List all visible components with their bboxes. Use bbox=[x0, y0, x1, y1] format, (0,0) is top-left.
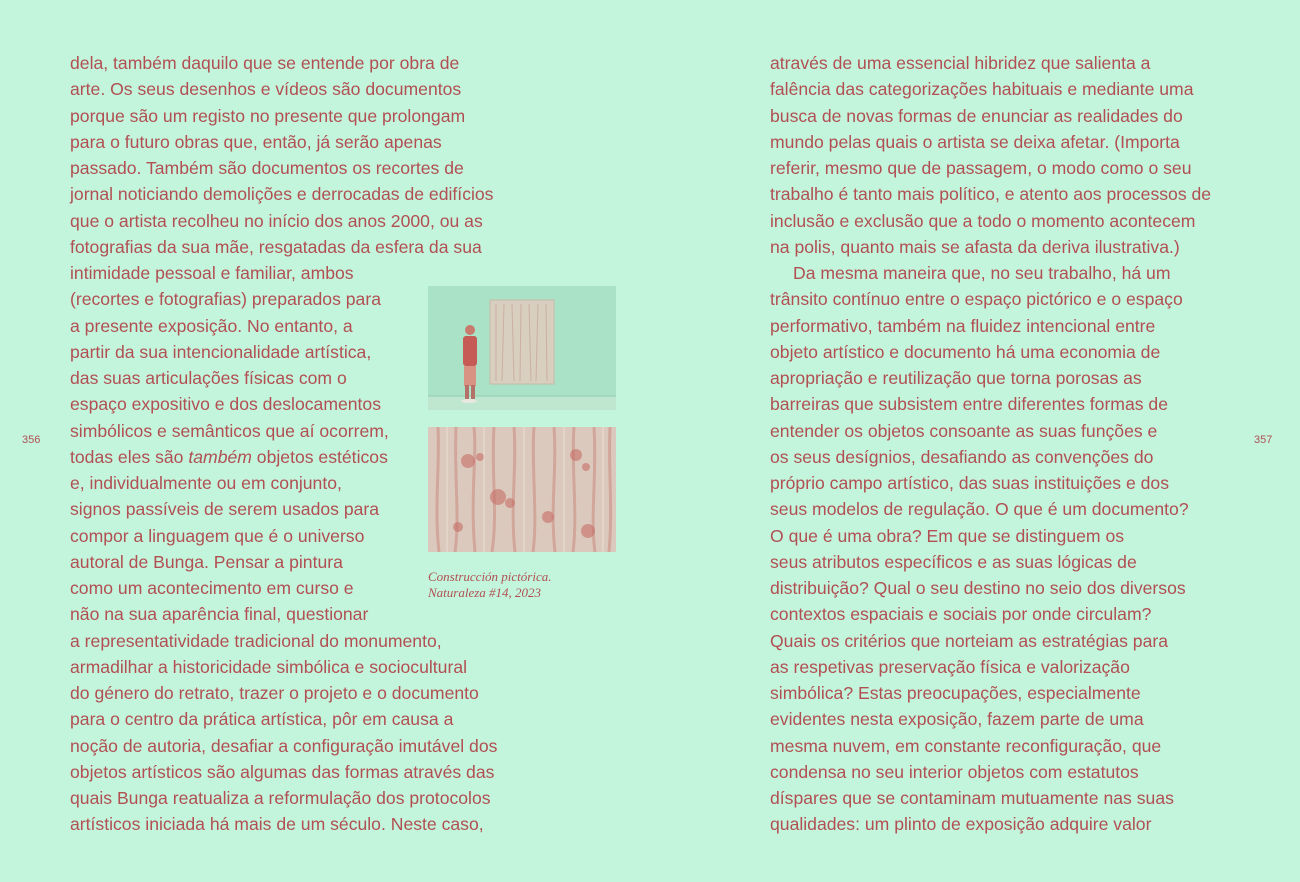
text-line: a presente exposição. No entanto, a bbox=[70, 315, 353, 336]
text-line: evidentes nesta exposição, fazem parte de uma bbox=[770, 709, 1144, 730]
text-line: do género do retrato, trazer o projeto e o documento bbox=[70, 683, 479, 703]
page-number-right: 357 bbox=[1254, 434, 1273, 446]
text-line: espaço expositivo e dos deslocamentos bbox=[70, 394, 382, 415]
text-line: fotografias da sua mãe, resgatadas da esfera da sua bbox=[70, 236, 482, 257]
text-line: condensa no seu interior objetos com estatutos bbox=[770, 761, 1139, 782]
text-line: díspares que se contaminam mutuamente nas suas bbox=[770, 788, 1174, 808]
text-line: referir, mesmo que de passagem, o modo como o seu bbox=[770, 158, 1192, 178]
text-line: qualidades: um plinto de exposição adquire valor bbox=[770, 814, 1152, 835]
text-line: signos passíveis de serem usados para bbox=[70, 499, 380, 520]
text-line: objeto artístico e documento há uma economia de bbox=[770, 341, 1161, 362]
page-number-left: 356 bbox=[22, 434, 41, 446]
text-line: através de uma essencial hibridez que salienta a bbox=[770, 53, 1151, 73]
text-line: (recortes e fotografias) preparados para bbox=[70, 289, 381, 310]
text-line: os seus desígnios, desafiando as convenções do bbox=[770, 446, 1154, 467]
text-line: mundo pelas quais o artista se deixa afetar. (Importa bbox=[770, 131, 1180, 152]
text-line: inclusão e exclusão que a todo o momento acontecem bbox=[770, 210, 1196, 231]
text-line: as respetivas preservação física e valorização bbox=[770, 656, 1130, 677]
text-line: objetos artísticos são algumas das formas através das bbox=[70, 761, 495, 782]
text-line: compor a linguagem que é o universo bbox=[70, 525, 365, 546]
text-line: busca de novas formas de enunciar as realidades do bbox=[770, 105, 1183, 126]
text-span: todas eles são bbox=[70, 446, 189, 467]
text-line: seus modelos de regulação. O que é um documento? bbox=[770, 499, 1189, 520]
text-line: seus atributos específicos e as suas lógicas de bbox=[770, 551, 1137, 572]
text-line: partir da sua intencionalidade artística, bbox=[70, 341, 372, 362]
text-line: que o artista recolheu no início dos anos 2000, ou as bbox=[70, 210, 483, 231]
text-line: arte. Os seus desenhos e vídeos são documentos bbox=[70, 79, 462, 100]
text-line: jornal noticiando demolições e derrocadas de edifícios bbox=[70, 184, 494, 205]
caption-line-1: Construcción pictórica. bbox=[428, 569, 552, 584]
text-line: Quais os critérios que norteiam as estratégias para bbox=[770, 630, 1169, 651]
caption-line-2: Naturaleza #14, 2023 bbox=[428, 585, 542, 600]
text-line: falência das categorizações habituais e mediante uma bbox=[770, 79, 1194, 100]
text-line: autoral de Bunga. Pensar a pintura bbox=[70, 551, 343, 572]
text-line: para o futuro obras que, então, já serão apenas bbox=[70, 131, 442, 152]
text-line: não na sua aparência final, questionar bbox=[70, 604, 369, 625]
text-line: artísticos iniciada há mais de um século. Neste caso, bbox=[70, 814, 484, 835]
text-line: na polis, quanto mais se afasta da deriva ilustrativa.) bbox=[770, 236, 1180, 257]
text-line: apropriação e reutilização que torna porosas as bbox=[770, 368, 1142, 388]
text-line: contextos espaciais e sociais por onde circulam? bbox=[770, 604, 1152, 625]
emphasis-text: também bbox=[188, 446, 252, 467]
text-line: mesma nuvem, em constante reconfiguração, que bbox=[770, 735, 1162, 756]
text-line: intimidade pessoal e familiar, ambos bbox=[70, 263, 354, 283]
text-line: trabalho é tanto mais político, e atento aos processos de bbox=[770, 184, 1212, 205]
text-line: entender os objetos consoante as suas funções e bbox=[770, 420, 1158, 441]
text-span: objetos estéticos bbox=[251, 446, 388, 467]
text-line: passado. Também são documentos os recortes de bbox=[70, 158, 464, 178]
text-line: a representatividade tradicional do monumento, bbox=[70, 630, 442, 651]
text-line: para o centro da prática artística, pôr em causa a bbox=[70, 709, 454, 730]
text-line: das suas articulações físicas com o bbox=[70, 368, 347, 388]
text-line: simbólicos e semânticos que aí ocorrem, bbox=[70, 420, 389, 441]
text-line: e, individualmente ou em conjunto, bbox=[70, 473, 342, 493]
text-line: porque são um registo no presente que prolongam bbox=[70, 105, 466, 126]
text-line bbox=[70, 444, 388, 470]
text-line: trânsito contínuo entre o espaço pictórico e o espaço bbox=[770, 289, 1183, 310]
text-line: noção de autoria, desafiar a configuração imutável dos bbox=[70, 735, 498, 756]
text-line: armadilhar a historicidade simbólica e sociocultural bbox=[70, 656, 468, 677]
text-line: Da mesma maneira que, no seu trabalho, há um bbox=[793, 263, 1171, 283]
text-line: distribuição? Qual o seu destino no seio dos diversos bbox=[770, 578, 1186, 598]
image-caption bbox=[428, 569, 552, 601]
text-line: simbólica? Estas preocupações, especialmente bbox=[770, 683, 1141, 703]
text-line: performativo, também na fluidez intencional entre bbox=[770, 315, 1156, 336]
artwork-photo-gallery bbox=[428, 286, 616, 410]
text-line: próprio campo artístico, das suas instituições e dos bbox=[770, 473, 1169, 493]
text-line: dela, também daquilo que se entende por obra de bbox=[70, 53, 460, 73]
text-line: quais Bunga reatualiza a reformulação dos protocolos bbox=[70, 788, 491, 808]
text-line: como um acontecimento em curso e bbox=[70, 578, 354, 598]
text-line: O que é uma obra? Em que se distinguem os bbox=[770, 525, 1125, 546]
text-line: barreiras que subsistem entre diferentes formas de bbox=[770, 394, 1169, 415]
artwork-detail-texture bbox=[428, 427, 616, 552]
